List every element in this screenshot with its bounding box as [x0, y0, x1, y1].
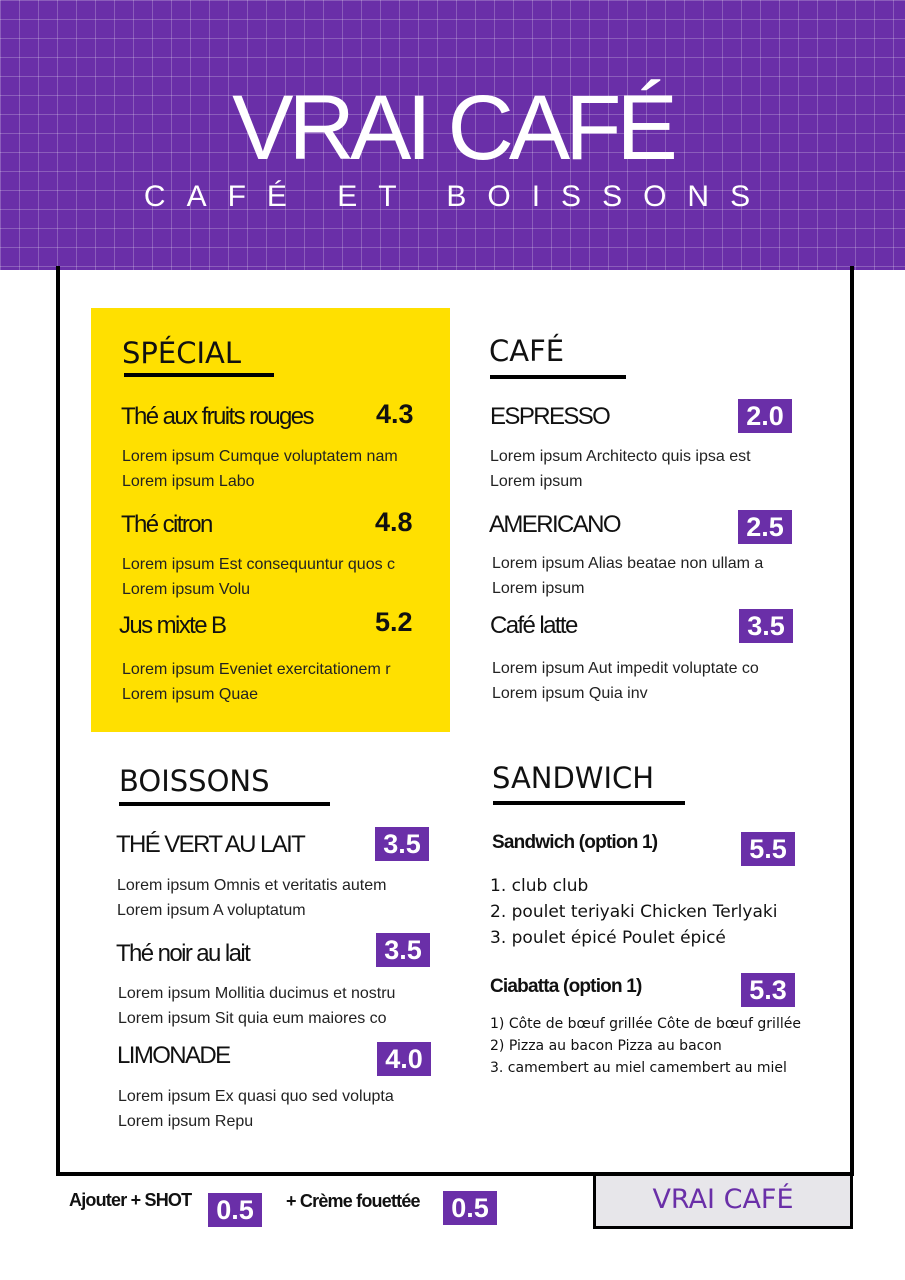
header-banner: [0, 0, 905, 270]
sandwich-option: 3. poulet épicé Poulet épicé: [490, 928, 726, 948]
sandwich-option: 2. poulet teriyaki Chicken Terlyaki: [490, 902, 778, 922]
cafe-item-desc: Lorem ipsum Alias beatae non ullam a: [492, 555, 764, 572]
boissons-title-underline: [119, 802, 330, 806]
boissons-item-name: LIMONADE: [117, 1042, 230, 1069]
cafe-item-desc: Lorem ipsum: [490, 473, 583, 490]
boissons-item-price-badge: 3.5: [375, 827, 429, 861]
special-item-desc: Lorem ipsum Est consequuntur quos c: [122, 556, 396, 573]
cafe-item-desc: Lorem ipsum Architecto quis ipsa est: [490, 448, 751, 465]
cafe-item-price-badge: 2.5: [738, 510, 792, 544]
special-item-name: Thé aux fruits rouges: [121, 403, 313, 430]
sandwich-option: 1. club club: [490, 876, 589, 896]
special-item-desc: Lorem ipsum Cumque voluptatem nam: [122, 448, 398, 465]
addon-cream-price-badge: 0.5: [443, 1191, 497, 1225]
cafe-item-name: ESPRESSO: [490, 403, 610, 430]
boissons-item-desc: Lorem ipsum Sit quia eum maiores co: [118, 1010, 387, 1027]
special-item-desc: Lorem ipsum Eveniet exercitationem r: [122, 661, 391, 678]
special-item-name: Thé citron: [121, 511, 212, 538]
special-item-price: 4.3: [376, 399, 414, 429]
boissons-item-desc: Lorem ipsum Mollitia ducimus et nostru: [118, 985, 396, 1002]
special-item-price: 4.8: [375, 507, 413, 537]
addon-shot-label: Ajouter + SHOT: [69, 1190, 192, 1210]
addon-cream-label: + Crème fouettée: [286, 1191, 420, 1211]
boissons-item-price-badge: 4.0: [377, 1042, 431, 1076]
ciabatta-option: 3. camembert au miel camembert au miel: [490, 1060, 787, 1076]
boissons-section-title: BOISSONS: [119, 764, 270, 798]
addon-shot-price-badge: 0.5: [208, 1193, 262, 1227]
special-item-desc: Lorem ipsum Volu: [122, 581, 251, 598]
cafe-item-price-badge: 2.0: [738, 399, 792, 433]
sandwich-section-title: SANDWICH: [492, 761, 655, 795]
sandwich-item-name: Sandwich (option 1): [492, 832, 658, 853]
ciabatta-item-name: Ciabatta (option 1): [490, 976, 642, 997]
special-section-title: SPÉCIAL: [122, 336, 242, 370]
cafe-item-desc: Lorem ipsum Aut impedit voluptate co: [492, 660, 759, 677]
cafe-item-price-badge: 3.5: [739, 609, 793, 643]
sandwich-title-underline: [493, 801, 685, 805]
boissons-item-desc: Lorem ipsum Ex quasi quo sed volupta: [118, 1088, 394, 1105]
special-item-name: Jus mixte B: [119, 612, 226, 639]
page-subtitle: CAFÉ ET BOISSONS: [143, 180, 772, 213]
boissons-item-price-badge: 3.5: [376, 933, 430, 967]
boissons-item-desc: Lorem ipsum A voluptatum: [117, 902, 306, 919]
special-title-underline: [124, 373, 274, 377]
sandwich-item-price-badge: 5.5: [741, 832, 795, 866]
cafe-item-name: Café latte: [490, 612, 577, 639]
ciabatta-option: 2) Pizza au bacon Pizza au bacon: [490, 1038, 722, 1054]
footer-brand-box: [593, 1176, 853, 1229]
cafe-section-title: CAFÉ: [489, 334, 565, 368]
boissons-item-name: THÉ VERT AU LAIT: [116, 831, 305, 858]
boissons-item-name: Thé noir au lait: [116, 940, 250, 967]
cafe-item-desc: Lorem ipsum: [492, 580, 585, 597]
footer-brand-name: VRAI CAFÉ: [652, 1184, 794, 1215]
ciabatta-option: 1) Côte de bœuf grillée Côte de bœuf grillée: [490, 1016, 801, 1032]
cafe-item-desc: Lorem ipsum Quia inv: [492, 685, 648, 702]
cafe-item-name: AMERICANO: [489, 511, 620, 538]
ciabatta-item-price-badge: 5.3: [741, 973, 795, 1007]
special-item-desc: Lorem ipsum Labo: [122, 473, 255, 490]
page-title: VRAI CAFÉ: [232, 77, 673, 179]
boissons-item-desc: Lorem ipsum Repu: [118, 1113, 254, 1130]
cafe-title-underline: [490, 375, 626, 379]
boissons-item-desc: Lorem ipsum Omnis et veritatis autem: [117, 877, 387, 894]
special-item-desc: Lorem ipsum Quae: [122, 686, 259, 703]
special-item-price: 5.2: [375, 607, 413, 637]
